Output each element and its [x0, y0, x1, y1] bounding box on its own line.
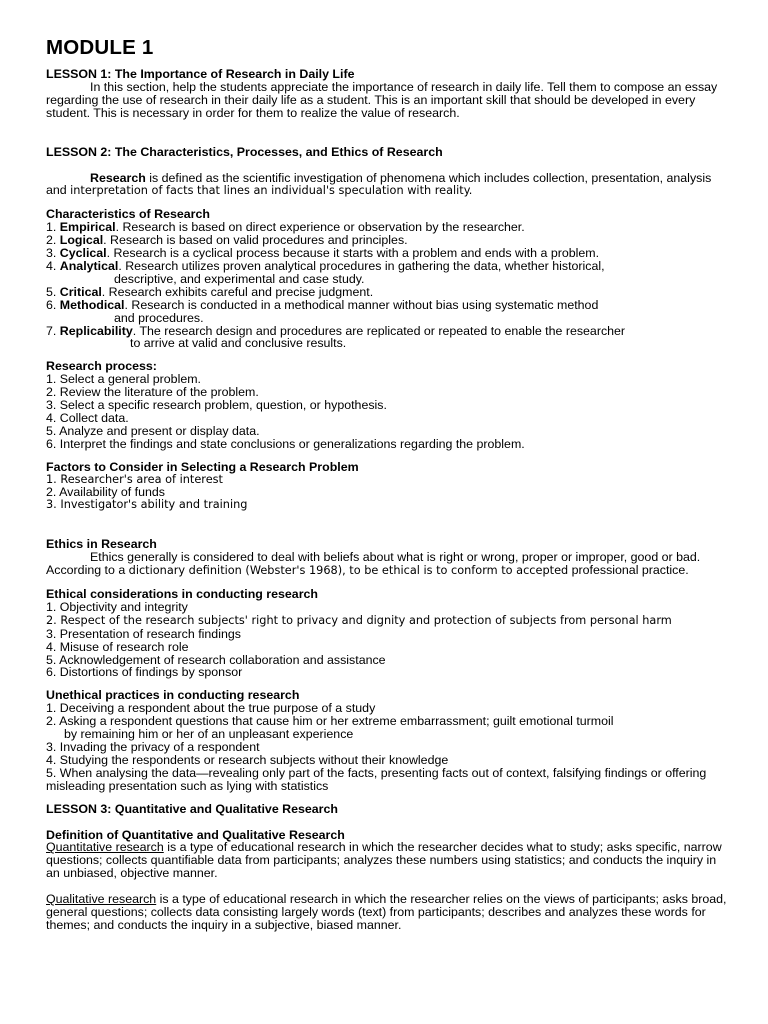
ethics-heading: Ethics in Research: [46, 537, 157, 552]
definition-heading: Definition of Quantitative and Qualitative Research: [46, 827, 345, 842]
characteristics-list: [46, 221, 728, 350]
module-title: MODULE 1: [46, 36, 154, 59]
list-item: 1. Objectivity and integrity: [46, 599, 188, 614]
research-term: Research: [90, 170, 146, 185]
list-item: 5. Analyze and present or display data.: [46, 423, 260, 438]
process-heading: Research process:: [46, 359, 157, 374]
list-item: 1. Empirical. Research is based on direct experience or observation by the researcher.: [46, 220, 525, 235]
list-item: 4. Misuse of research role: [46, 639, 189, 654]
list-item: 3. Presentation of research findings: [46, 626, 241, 641]
characteristic-term: Cyclical: [59, 246, 107, 261]
list-item-continuation: to arrive at valid and conclusive results.: [130, 336, 347, 351]
characteristic-term: Logical: [59, 233, 104, 248]
list-item: 6. Distortions of findings by sponsor: [46, 665, 243, 680]
list-item: 2. Review the literature of the problem.: [46, 385, 259, 400]
list-item: 3. Cyclical. Research is a cyclical process because it starts with a problem and ends with a problem.: [46, 246, 600, 261]
quantitative-term: Quantitative research: [46, 840, 164, 855]
characteristics-heading: Characteristics of Research: [46, 207, 210, 222]
list-item: 3. Select a specific research problem, question, or hypothesis.: [46, 398, 387, 413]
list-item: 5. Critical. Research exhibits careful and precise judgment.: [46, 284, 374, 299]
list-item: 1. Select a general problem.: [46, 372, 201, 387]
list-item-continuation: by remaining him or her of an unpleasant experience: [64, 727, 354, 742]
list-item: 2. Respect of the research subjects' right to privacy and dignity and protection of subjects from personal harm: [46, 613, 672, 627]
list-item: 4. Studying the respondents or research subjects without their knowledge: [46, 752, 449, 767]
ethics-body-b: dictionary definition (Webster's 1968), to be ethical is to conform to accepted: [128, 564, 569, 578]
quantitative-definition: [46, 841, 728, 880]
process-list: [46, 373, 728, 450]
lesson1-title: LESSON 1: The Importance of Research in Daily Life: [46, 67, 355, 81]
research-definition-text: is defined as the scientific investigation of phenomena which includes collection, presentation, analysis and: [46, 170, 712, 198]
ethics-body: [46, 551, 728, 578]
quantitative-text: is a type of educational research in which the researcher decides what to study; asks specific, narrow questions; collects quantifiable data from participants; analyzes these numbers using statistics; and conducts the inquiry in an unbiased, objective manner.: [46, 840, 722, 881]
list-item: 5. When analysing the data—revealing only part of the facts, presenting facts out of context, falsifying findings or offering misleading presentation such as lying with statistics: [46, 765, 707, 793]
characteristic-term: Empirical: [59, 220, 116, 235]
ethical-list: [46, 601, 728, 679]
research-definition: [46, 172, 728, 199]
list-item-continuation: and procedures.: [114, 310, 204, 325]
list-item: 1. Deceiving a respondent about the true purpose of a study: [46, 701, 376, 716]
ethics-body-a: Ethics generally is considered to deal with beliefs about what is right or wrong, proper or improper, good or bad. According to a: [46, 550, 701, 578]
research-definition-tail: interpretation of facts that lines an individual's speculation with reality.: [70, 184, 473, 198]
list-item: 6. Methodical. Research is conducted in a methodical manner without bias using systematic method: [46, 297, 599, 312]
list-item: 3. Investigator's ability and training: [46, 498, 248, 512]
characteristic-term: Methodical: [59, 297, 125, 312]
list-item: 5. Acknowledgement of research collaboration and assistance: [46, 652, 386, 667]
list-item: 2. Logical. Research is based on valid procedures and principles.: [46, 233, 408, 248]
characteristic-term: Replicability: [59, 323, 133, 338]
factors-list: [46, 474, 728, 513]
unethical-heading: Unethical practices in conducting research: [46, 688, 300, 703]
qualitative-term: Qualitative research: [46, 892, 157, 907]
qualitative-definition: [46, 893, 728, 932]
list-item: 2. Availability of funds: [46, 485, 165, 500]
characteristic-term: Critical: [59, 284, 102, 299]
list-item: 4. Analytical. Research utilizes proven analytical procedures in gathering the data, whether historical,: [46, 258, 605, 273]
lesson2-title: LESSON 2: The Characteristics, Processes, and Ethics of Research: [46, 144, 443, 159]
ethical-heading: Ethical considerations in conducting research: [46, 587, 318, 601]
list-item: 1. Researcher's area of interest: [46, 472, 223, 486]
lesson1-body: In this section, help the students appreciate the importance of research in daily life. Tell them to compose an essay regarding the use of research in their daily life as a student. This is an important skill that should be developed in every student. This is necessary in order for them to realize the value of research.: [46, 79, 718, 120]
list-item: 3. Invading the privacy of a respondent: [46, 739, 260, 754]
list-item: 2. Asking a respondent questions that cause him or her extreme embarrassment; guilt emotional turmoil: [46, 714, 614, 729]
characteristic-term: Analytical: [59, 258, 119, 273]
qualitative-text: is a type of educational research in which the researcher relies on the views of participants; asks broad, general questions; collects data consisting largely words (text) from participants; describes and analyzes these words for themes; and conducts the inquiry in a subjective, biased manner.: [46, 892, 727, 932]
unethical-list: [46, 702, 728, 792]
ethics-body-c: professional practice.: [568, 563, 689, 578]
list-item: 7. Replicability. The research design and procedures are replicated or repeated to enable the researcher: [46, 323, 626, 338]
list-item-continuation: descriptive, and experimental and case study.: [114, 271, 365, 286]
lesson3-title: LESSON 3: Quantitative and Qualitative Research: [46, 801, 338, 816]
factors-heading: Factors to Consider in Selecting a Research Problem: [46, 459, 359, 474]
list-item: 4. Collect data.: [46, 410, 129, 425]
list-item: 6. Interpret the findings and state conclusions or generalizations regarding the problem.: [46, 436, 525, 451]
